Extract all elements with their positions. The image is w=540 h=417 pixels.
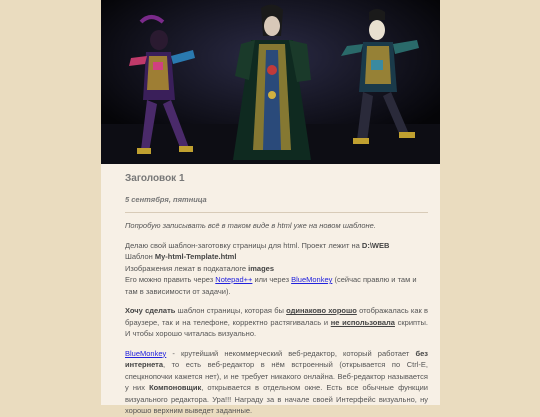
bm-text-1: - крутейший некоммерческий веб-редактор, который работает (166, 348, 416, 358)
notepad-link[interactable]: Notepad++ (215, 275, 253, 284)
line4-suffix: (сейчас правлю и там и там в зависимости от задачи). (125, 275, 417, 296)
project-path: D:\WEB (361, 240, 390, 250)
bluemonkey-link-2[interactable]: BlueMonkey (125, 348, 167, 358)
goal-underline-1: одинаково хорошо (286, 306, 357, 315)
goal-text-2: отображалась как в браузере, так и на телефоне, корректно растягивалась и (125, 306, 428, 327)
bm-text-2: , то есть веб-редактор в нём встроенный (открывается по Ctrl-E, спецкнопочки кажется нет), и не требует никакого онлайна. Веб-редактор называется у них (125, 360, 428, 392)
images-folder: images (248, 263, 275, 273)
template-file: My-html-Template.html (154, 252, 237, 261)
goal-text-1: шаблон страницы, которая бы (175, 306, 287, 315)
bm-bold-2: Компоновщик (149, 383, 202, 392)
stage-photo (101, 0, 440, 164)
goal-text-3: скрипты. И чтобы хорошо читалась визуально. (125, 317, 428, 338)
post-content (101, 164, 440, 417)
bm-bold-1: без интернета (125, 348, 428, 369)
bm-text-3: , открывается в отдельном окне. Есть все обычные функции визуального редактора. Ура!!! Награду за в начале своей Интерфейс визуально, ну хорошо верхним выведет заданные. (125, 383, 428, 415)
bluemonkey-link[interactable]: BlueMonkey (291, 275, 333, 284)
line1-text: Делаю свой шаблон-заготовку страницы для html. Проект лежит на (125, 240, 362, 250)
line2-text: Шаблон (125, 252, 155, 261)
project-paragraph (125, 240, 428, 298)
post-date: 5 сентября, пятница (125, 195, 207, 204)
bluemonkey-paragraph (125, 348, 428, 417)
goal-bold: Хочу сделать (125, 306, 176, 315)
line4-text: Его можно править через (125, 275, 216, 284)
goal-underline-2: не использовала (330, 317, 395, 327)
page-card (101, 0, 440, 415)
intro-paragraph: Попробую записывать всё в таком виде в html уже на новом шаблоне. (125, 221, 376, 230)
divider (125, 212, 428, 213)
line4-mid: или через (252, 275, 292, 284)
post-title: Заголовок 1 (125, 173, 185, 184)
line3-text: Изображения лежат в подкаталоге (125, 263, 249, 273)
hero-image (101, 0, 440, 164)
goal-paragraph (125, 305, 428, 340)
